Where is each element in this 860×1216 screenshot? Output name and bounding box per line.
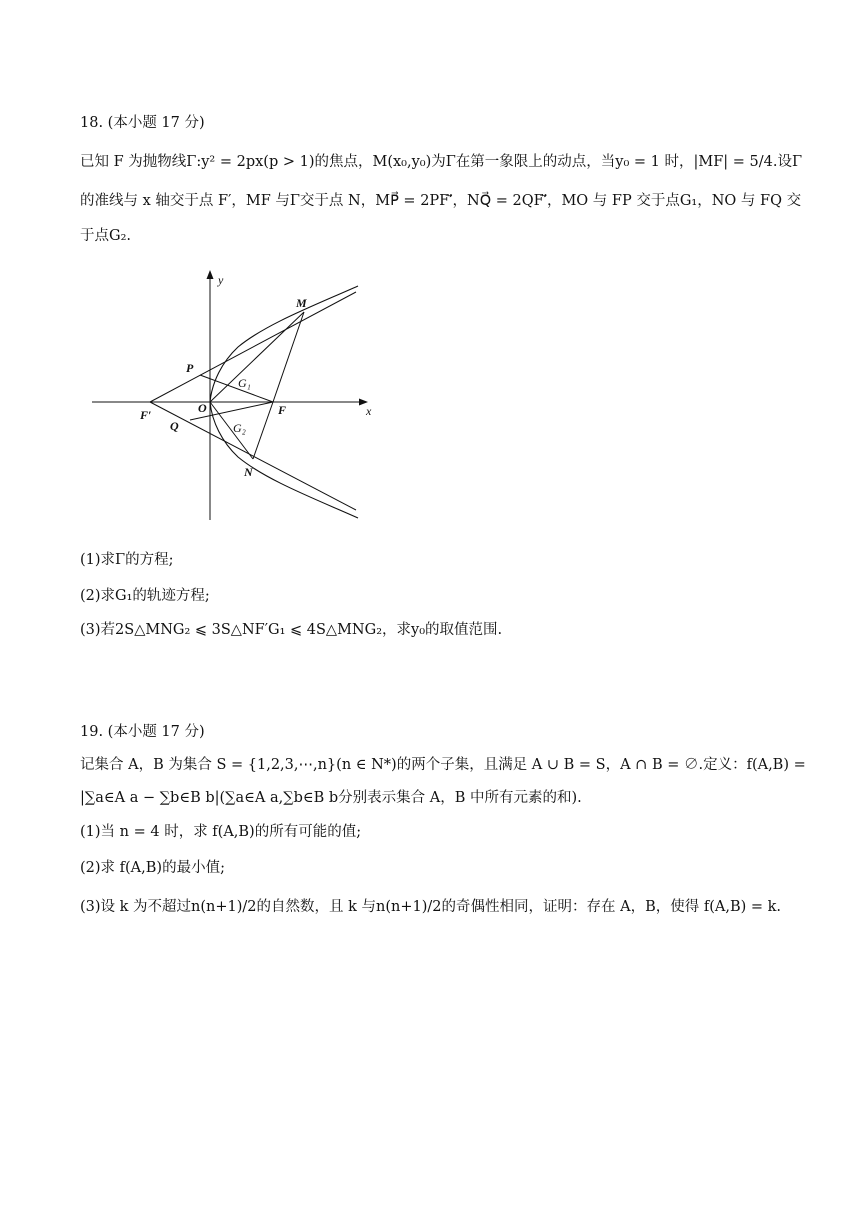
label-N: N [244,465,253,479]
label-x: x [366,404,372,418]
q19-stem-line-2: |∑a∈A a − ∑b∈B b|(∑a∈A a,∑b∈B b分别表示集合 A，B 中所有元素的和). [80,790,582,806]
parabola-upper [210,286,358,402]
segment-MO [210,312,304,402]
q18-header: 18. (本小题 17 分) [80,115,205,131]
q18-part-1: (1)求Γ的方程; [80,552,174,568]
q19-header: 19. (本小题 17 分) [80,724,205,740]
q19-part-3: (3)设 k 为不超过n(n+1)/2的自然数，且 k 与n(n+1)/2的奇偶性相同，证明：存在 A，B，使得 f(A,B) = k. [80,899,782,915]
label-G1: G₁ [238,376,251,390]
q19-part-1: (1)当 n = 4 时，求 f(A,B)的所有可能的值; [80,824,362,840]
q19-stem-line-1: 记集合 A，B 为集合 S = {1,2,3,⋯,n}(n ∈ N*)的两个子集，且满足 A ∪ B = S，A ∩ B = ∅.定义：f(A,B) = [80,757,806,773]
label-F: F [278,403,287,417]
label-P: P [186,361,194,375]
label-y: y [218,273,224,287]
segment-FN [253,402,273,459]
label-Q: Q [170,419,179,433]
y-axis-arrow [207,270,214,279]
parabola-figure [88,262,378,522]
q18-stem-line-2: 的准线与 x 轴交于点 F′，MF 与Γ交于点 N，MP⃗ = 2PF′⃗，NQ⃗ = 2QF′⃗，MO 与 FP 交于点G₁，NO 与 FQ 交 [80,193,802,209]
q19-part-2: (2)求 f(A,B)的最小值; [80,860,225,876]
label-M: M [296,296,307,310]
q18-part-3: (3)若2S△MNG₂ ⩽ 3S△NF′G₁ ⩽ 4S△MNG₂，求y₀的取值范围. [80,622,503,638]
label-Fp: F′ [140,408,152,422]
label-G2: G₂ [233,421,246,435]
q18-stem-line-3: 于点G₂. [80,228,132,244]
parabola-lower [210,402,358,518]
segment-MF [273,312,304,402]
q18-part-2: (2)求G₁的轨迹方程; [80,588,210,604]
q18-stem-line-1: 已知 F 为抛物线Γ:y² = 2px(p > 1)的焦点，M(x₀,y₀)为Γ在第一象限上的动点，当y₀ = 1 时，|MF| = 5/4.设Γ [80,154,803,170]
label-O: O [198,401,207,415]
line-Fp-M-ext [150,292,356,402]
line-Fp-N-ext [150,402,356,510]
